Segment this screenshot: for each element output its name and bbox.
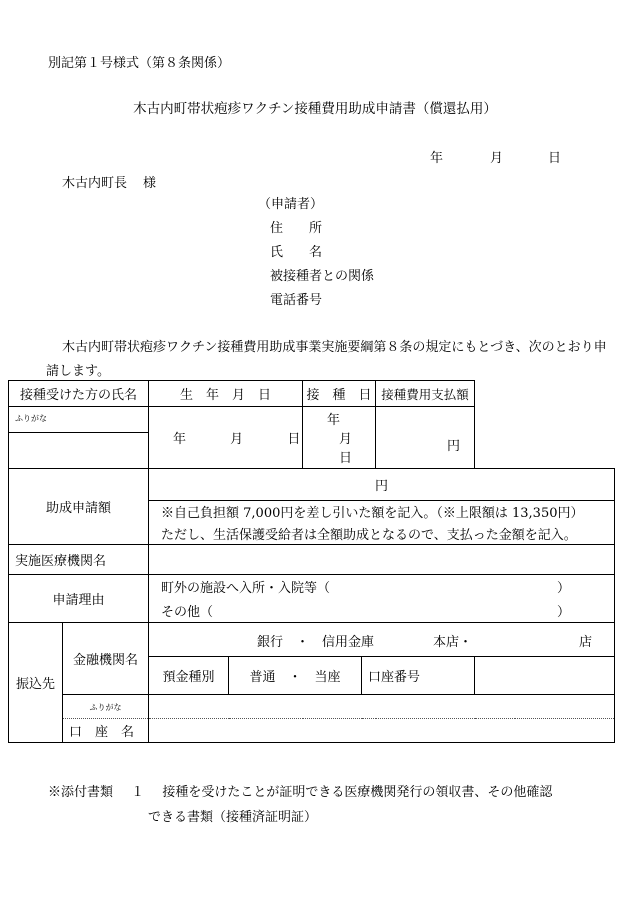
subsidy-note-1: ※自己負担額 7,000円を差し引いた額を記入。（※上限額は 13,350円）	[149, 501, 615, 523]
reason-label: 申請理由	[9, 575, 149, 623]
bank-types: 銀行 ・ 信用金庫	[257, 635, 375, 650]
body-text: 木古内町帯状疱疹ワクチン接種費用助成事業実施要綱第８条の規定にもとづき、次のとおり申請します。	[46, 340, 607, 379]
attachment-line-1	[48, 780, 552, 805]
account-furigana-text: ふりがな	[89, 703, 122, 712]
reason-1-close: ）	[557, 581, 571, 597]
birth-day-unit: 日	[287, 432, 301, 447]
recipient-name-field[interactable]	[9, 433, 149, 469]
reason-option-1[interactable]	[149, 575, 615, 599]
reason-1-text: 町外の施設へ入所・入院等（	[161, 581, 331, 597]
attachments-block	[48, 780, 552, 830]
institution-field[interactable]	[149, 545, 615, 575]
date-day: 日	[548, 151, 562, 166]
header-cost: 接種費用支払額	[376, 381, 475, 407]
reason-option-2[interactable]	[149, 599, 615, 623]
form-title: 木古内町帯状疱疹ワクチン接種費用助成申請書（償還払用）	[133, 101, 497, 117]
bank-name-field[interactable]	[149, 623, 615, 657]
account-name-field[interactable]	[149, 719, 615, 743]
bank-name-label: 金融機関名	[63, 623, 149, 695]
applicant-block	[258, 193, 374, 313]
addressee-name: 木古内町長	[62, 176, 128, 191]
vaccination-date-field[interactable]	[303, 407, 376, 469]
furigana-label: ふりがな	[15, 414, 47, 423]
attachment-label: ※添付書類	[48, 785, 114, 800]
vacc-day-unit: 日	[339, 451, 353, 466]
attachment-number: １	[131, 785, 145, 800]
application-table	[8, 380, 615, 743]
vacc-month-unit: 月	[339, 432, 353, 447]
subsidy-label: 助成申請額	[9, 469, 149, 545]
birth-month-unit: 月	[230, 432, 244, 447]
right-spacer	[475, 407, 615, 469]
account-furigana-label	[63, 695, 149, 719]
reason-2-close: ）	[557, 604, 571, 620]
birthdate-field[interactable]	[149, 407, 303, 469]
header-spacer	[475, 381, 615, 407]
birth-year-unit: 年	[173, 432, 187, 447]
account-name-row	[9, 719, 615, 743]
account-furigana-row	[9, 695, 615, 719]
cost-field[interactable]	[376, 407, 475, 469]
institution-label: 実施医療機関名	[9, 545, 149, 575]
subsidy-note-2: ただし、生活保護受給者は全額助成となるので、支払った金額を記入。	[149, 523, 615, 545]
transfer-label: 振込先	[9, 623, 63, 743]
applicant-relation-label: 被接種者との関係	[270, 269, 375, 284]
recipient-furigana-field[interactable]	[9, 407, 149, 433]
reason-row-1	[9, 575, 615, 599]
header-birthdate: 生 年 月 日	[149, 381, 303, 407]
header-name: 接種受けた方の氏名	[9, 381, 149, 407]
attachment-text-2: できる書類（接種済証明証）	[148, 810, 318, 825]
subsidy-amount-row	[9, 469, 615, 501]
applicant-heading: （申請者）	[258, 197, 324, 212]
subsidy-amount-field[interactable]	[149, 469, 615, 501]
cost-yen-unit: 円	[447, 439, 461, 454]
header-vaccination-date: 接 種 日	[303, 381, 376, 407]
deposit-type-label: 預金種別	[149, 657, 229, 695]
branch-suffix: 店	[579, 635, 593, 650]
account-number-field[interactable]	[475, 657, 615, 695]
institution-row	[9, 545, 615, 575]
table-header-row	[9, 381, 615, 407]
reason-2-text: その他（	[161, 604, 214, 620]
addressee	[62, 172, 156, 191]
account-number-label: 口座番号	[362, 657, 475, 695]
bank-row	[9, 623, 615, 657]
recipient-furigana-row	[9, 407, 615, 433]
deposit-type-options[interactable]: 普通 ・ 当座	[229, 657, 362, 695]
applicant-address-label: 住 所	[270, 221, 323, 236]
attachment-text-1: 接種を受けたことが証明できる医療機関発行の領収書、その他確認	[162, 785, 553, 800]
date-year: 年	[430, 151, 444, 166]
applicant-name-label: 氏 名	[270, 245, 323, 260]
date-month: 月	[490, 151, 504, 166]
subsidy-yen-unit: 円	[375, 479, 389, 494]
account-furigana-field[interactable]	[149, 695, 615, 719]
applicant-phone-label: 電話番号	[270, 293, 323, 308]
form-id: 別記第１号様式（第８条関係）	[48, 56, 231, 71]
vacc-year-unit: 年	[327, 413, 341, 428]
account-name-label: 口 座 名	[63, 719, 149, 743]
head-office: 本店・	[433, 635, 473, 650]
addressee-suffix: 様	[143, 176, 157, 191]
